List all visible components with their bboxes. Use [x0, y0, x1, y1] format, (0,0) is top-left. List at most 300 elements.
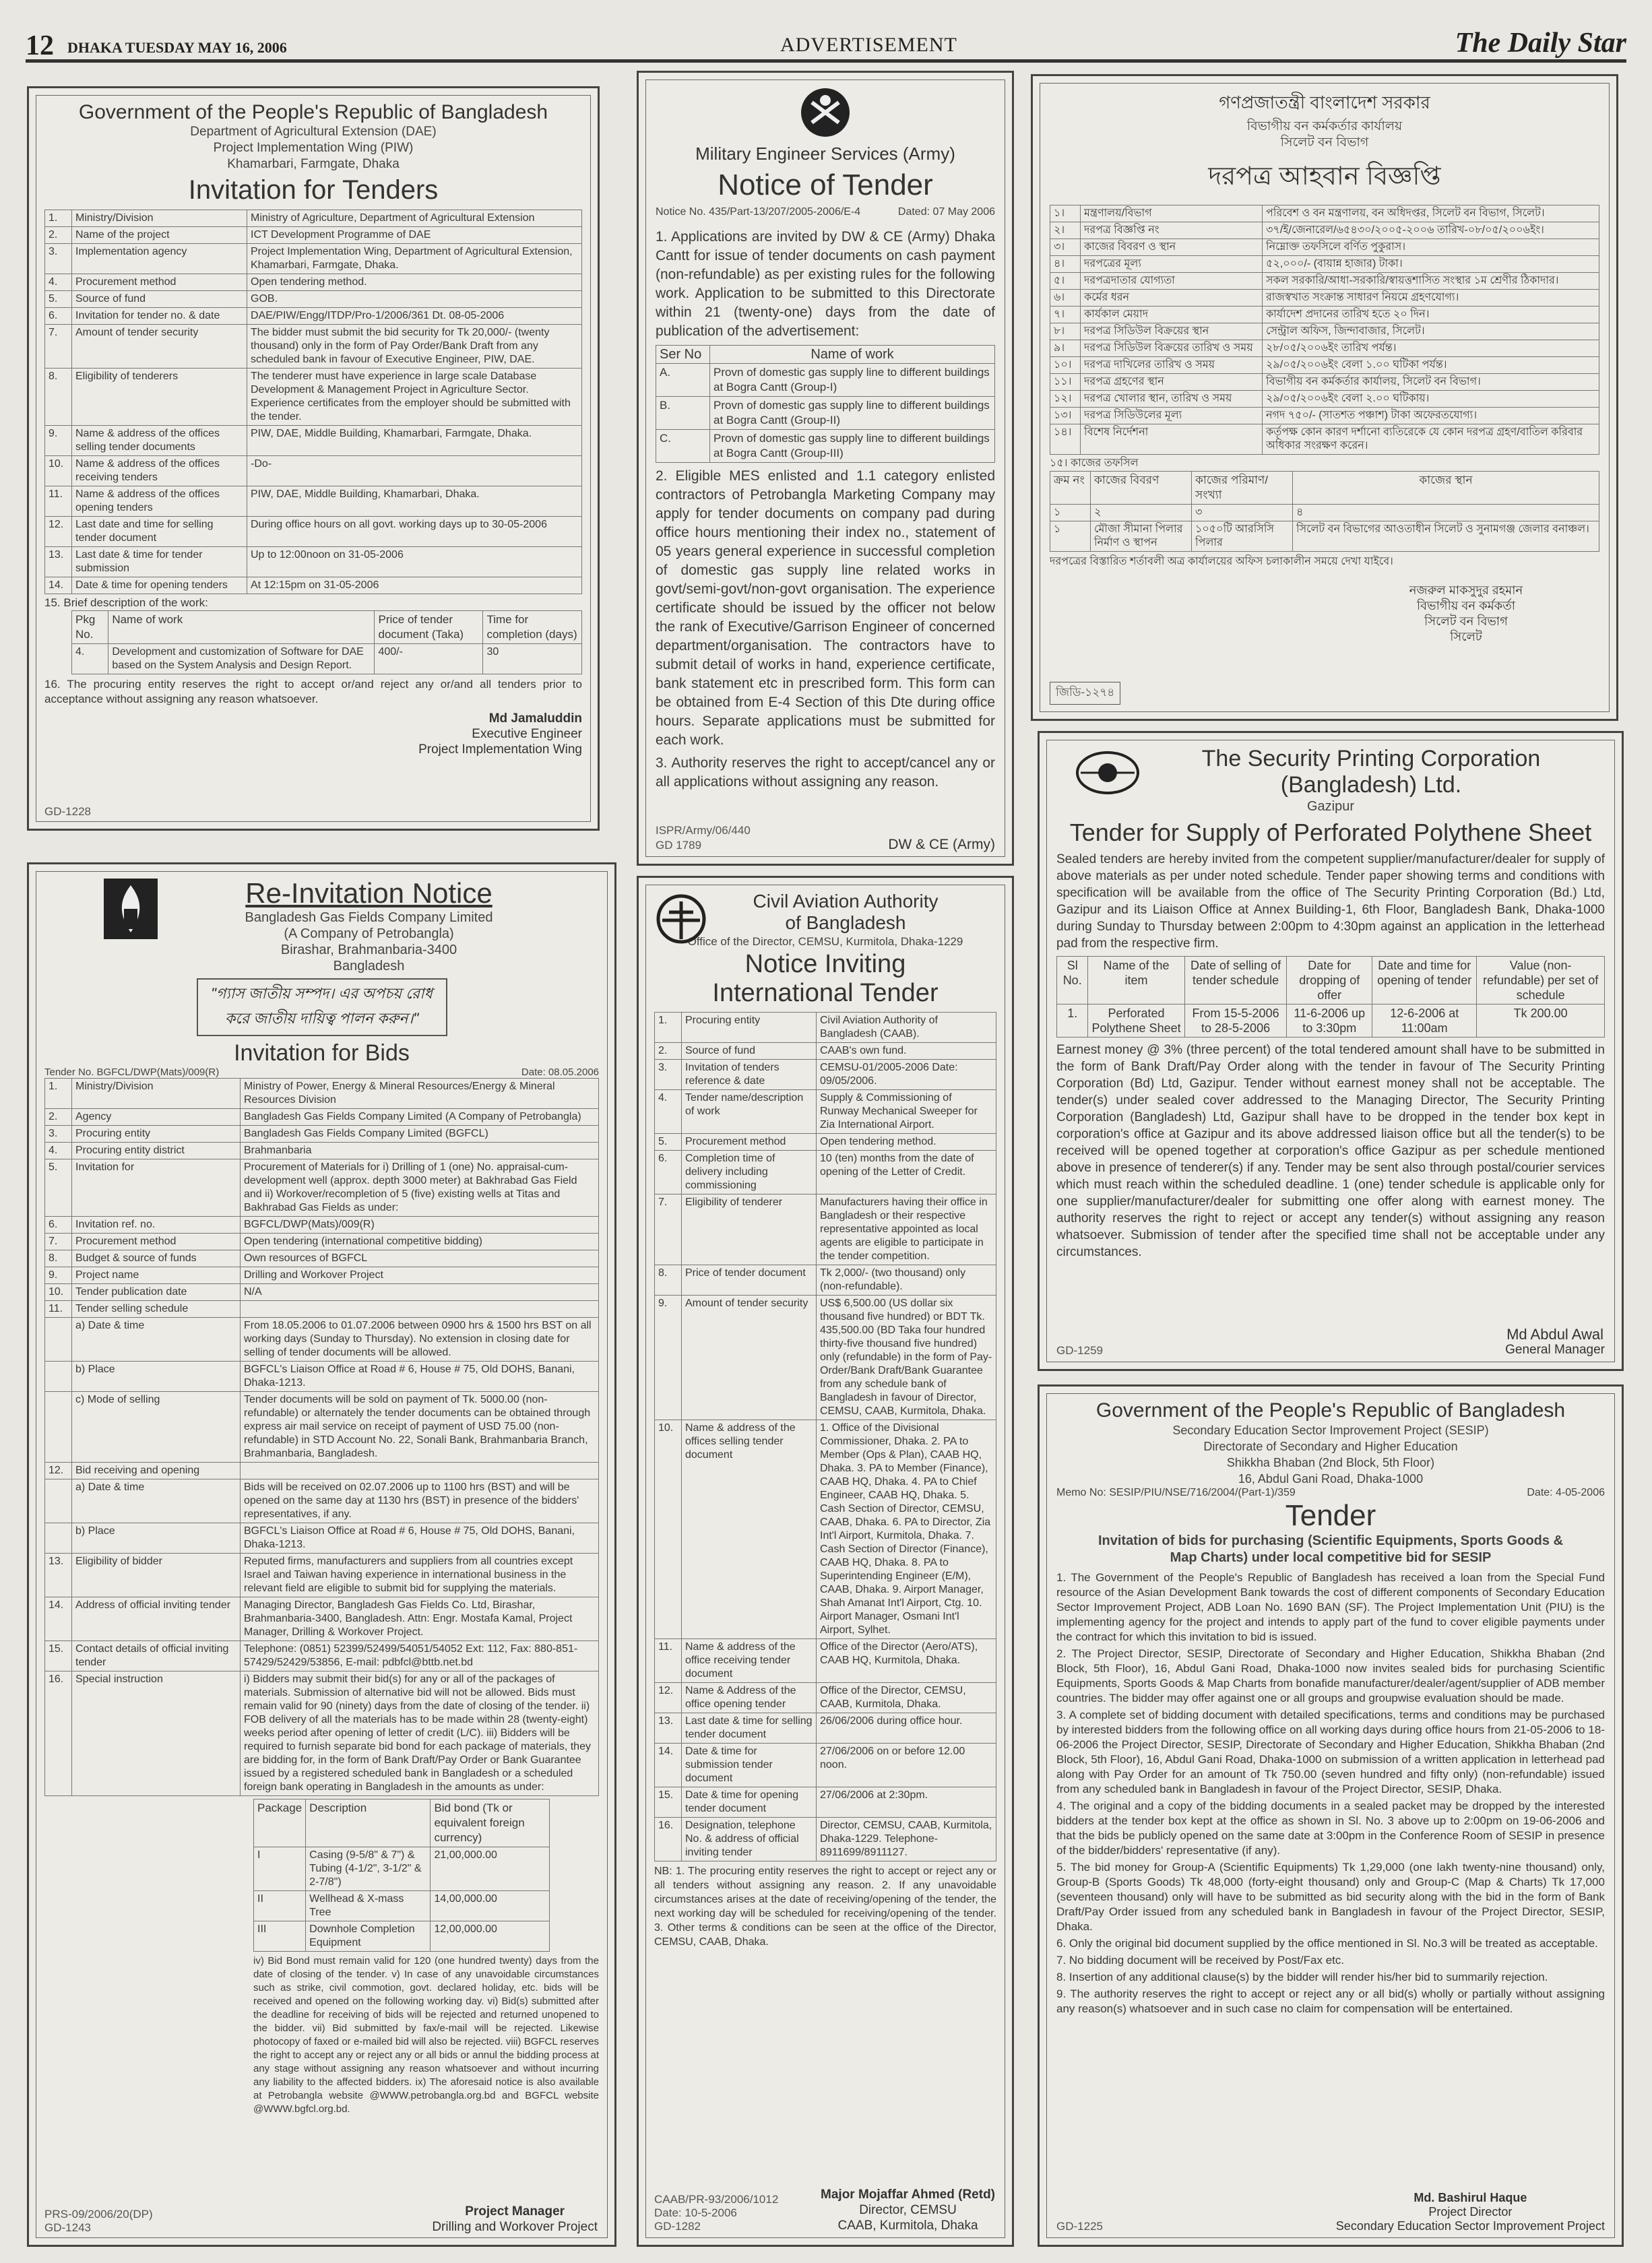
table-cell: Budget & source of funds: [72, 1250, 241, 1267]
table-cell: 11.: [45, 486, 72, 517]
table-cell: ৫।: [1050, 273, 1081, 290]
table-cell: Price of tender document: [682, 1265, 817, 1296]
table-cell: ১৪।: [1050, 424, 1081, 455]
newspaper-logo: The Daily Star: [1455, 28, 1626, 59]
col-price: Price of tender document (Taka): [375, 611, 483, 644]
table-cell: পরিবেশ ও বন মন্ত্রণালয়, বন অধিদপ্তর, সিলেট বন বিভাগ, সিলেট।: [1263, 205, 1599, 222]
table-cell: 10.: [45, 456, 72, 486]
mes-tender-ad: [637, 71, 1014, 866]
ad-header-2: of Bangladesh: [785, 912, 906, 933]
table-cell: PIW, DAE, Middle Building, Khamarbari, Farmgate, Dhaka.: [247, 426, 582, 456]
bid-table: [44, 1078, 599, 1796]
ad-project: Secondary Education Sector Improvement Project (SESIP): [1172, 1424, 1489, 1437]
table-cell: 14.: [655, 1744, 682, 1787]
table-cell: I: [254, 1847, 306, 1891]
table-row: [45, 1554, 599, 1597]
table-cell: ১১।: [1050, 374, 1081, 391]
table-row: [656, 364, 995, 397]
table-cell: Bids will be received on 02.07.2006 up to 1100 hrs (BST) and will be opened on the same day at 1130 hrs (BST) in presence of the bidders' representatives, if any.: [241, 1479, 599, 1523]
footer-note: দরপত্রের বিস্তারিত শর্তাবলী অত্র কার্যালয়ের অফিস চলাকালীন সময়ে দেখা যাইবে।: [1050, 556, 1393, 567]
sig-title: Executive Engineer: [472, 727, 582, 741]
table-cell: 10 (ten) months from the date of opening of the Letter of Credit.: [817, 1151, 996, 1194]
para-2: 2. Eligible MES enlisted and 1.1 category enlisted contractors of Petrobangla Marketing Company may apply for tender documents on company pad during office hours mentioning their index no., statement of 05 years general experience in successful completion of domestic gas supply line related works in govt/semi-govt/non-govt organisation. The experience certificate should be issued by the officer not below the rank of Executive/Garrison Engineer of concerned department/organisation. The contractors have to submit detail of works in hand, experience certificate, bank statement etc in prescribed form. This form can be obtained from E-4 Section of this Dte during office hours. Separate applications must be submitted for each work.: [656, 468, 995, 748]
sig-org: CAAB, Kurmitola, Dhaka: [837, 2219, 978, 2233]
table-row: [655, 1194, 996, 1265]
schedule-table: [1050, 471, 1599, 552]
signature: [432, 2204, 598, 2235]
table-cell: সেন্ট্রাল অফিস, জিন্দাবাজার, সিলেট।: [1263, 323, 1599, 340]
table-cell: ৪।: [1050, 256, 1081, 273]
nb-note: NB: 1. The procuring entity reserves the right to accept or reject any or all tenders without assigning any reason. 2. If any unavoidable circumstances arises at the date of receiving/opening of the tender, the next working day will be scheduled for receiving/opening of the tender. 3. Other terms & conditions can be seen at the office of the Director, CEMSU, CAAB, Dhaka.: [654, 1866, 996, 1948]
table-cell: রাজস্বখাত সংক্রান্ত সাধারণ নিয়মে গ্রহণযোগ্য।: [1263, 290, 1599, 307]
table-cell: Address of official inviting tender: [72, 1597, 241, 1641]
clause: 3. A complete set of bidding document with detailed specifications, terms and conditions may be purchased by interested bidders from the following office on all working days during office hours from 21-05-2006 to 18-06-2006 the Project Director, SESIP, Directorate of Secondary and Higher Education, Shikkha Bhaban (2nd Block, 5th Floor), 16, Abdul Gani Road, Dhaka-1000 on submission of a written application in letterhead pad along with Pay Order for an amount of Tk 750.00 (seven hundred and fifty only) (non-refundable) issued from any scheduled bank in Bangladesh in favour of the Project Director, SESIP, Dhaka.: [1056, 1709, 1605, 1795]
sig-title: Project Manager: [465, 2204, 565, 2219]
schedule-header: Date of selling of tender schedule: [1184, 957, 1287, 1005]
table-cell: Ministry/Division: [72, 210, 247, 227]
table-row: [45, 1392, 599, 1463]
table-cell: [241, 1301, 599, 1318]
table-cell: Project name: [72, 1267, 241, 1284]
col-name: Name of work: [108, 611, 375, 644]
memo-date: Date: 4-05-2006: [1527, 1487, 1605, 1498]
table-cell: At 12:15pm on 31-05-2006: [247, 577, 582, 594]
table-cell: DAE/PIW/Engg/ITDP/Pro-1/2006/361 Dt. 08-05-2006: [247, 308, 582, 325]
table-cell: 27/06/2006 at 2:30pm.: [817, 1787, 996, 1818]
table-cell: US$ 6,500.00 (US dollar six thousand five hundred) or BDT Tk. 435,500.00 (BD Taka four hundred thirty-five thousand five hundred) only (refundable) in the form of Pay-Order/Bank Draft/Bank Guarantee from any schedule bank of Bangladesh in favour of Director, CEMSU, CAAB, Kurmitola, Dhaka.: [817, 1296, 996, 1420]
table-cell: Reputed firms, manufacturers and suppliers from all countries except Israel and Taiwan having experience in international business in the relevant field are eligible to submit bid for supplying the materials.: [241, 1554, 599, 1597]
table-cell: ৭।: [1050, 307, 1081, 323]
sig-title: Project Director: [1428, 2205, 1513, 2219]
table-cell: Director, CEMSU, CAAB, Kurmitola, Dhaka-1229. Telephone-8911699/8911127.: [817, 1818, 996, 1861]
table-cell: Ministry/Division: [72, 1079, 241, 1109]
sig-city: সিলেট: [1450, 630, 1482, 643]
table-cell: Bid receiving and opening: [72, 1463, 241, 1479]
table-cell: দরপত্র গ্রহণের স্থান: [1081, 374, 1263, 391]
table-cell: [45, 1523, 72, 1554]
table-cell: Invitation of tenders reference & date: [682, 1060, 817, 1090]
table-cell: Name & Address of the office opening tender: [682, 1683, 817, 1713]
table-cell: 8.: [45, 1250, 72, 1267]
org-sub: (A Company of Petrobangla): [284, 926, 454, 941]
table-cell: [45, 1479, 72, 1523]
col-package: Package: [254, 1799, 306, 1847]
table-cell: During office hours on all govt. working days up to 30-05-2006: [247, 517, 582, 547]
table-cell: 6.: [655, 1151, 682, 1194]
page-number: 12: [26, 30, 54, 61]
table-cell: দরপত্র খোলার স্থান, তারিখ ও সময়: [1081, 391, 1263, 408]
gd-code: জিডি-১২৭৪: [1050, 682, 1120, 705]
table-cell: GOB.: [247, 291, 582, 308]
dae-tender-ad: [27, 86, 600, 831]
schedule-cell: Tk 200.00: [1477, 1005, 1605, 1038]
table-cell: Provn of domestic gas supply line to different buildings at Bogra Cantt (Group-III): [710, 430, 995, 463]
table-cell: 11.: [45, 1301, 72, 1318]
table-cell: 15.: [655, 1787, 682, 1818]
table-row: [45, 1362, 599, 1392]
sig-name: Major Mojaffar Ahmed (Retd): [821, 2188, 995, 2202]
table-cell: Own resources of BGFCL: [241, 1250, 599, 1267]
table-cell: a) Date & time: [72, 1479, 241, 1523]
table-cell: Procuring entity district: [72, 1143, 241, 1159]
table-cell: Last date & time for selling tender document: [682, 1713, 817, 1744]
table-cell: Supply & Commissioning of Runway Mechanical Sweeper for Zia International Airport.: [817, 1090, 996, 1134]
ad-title: Tender: [1285, 1499, 1376, 1532]
table-row: [656, 397, 995, 430]
table-row: [45, 1079, 599, 1109]
tender-table: [1050, 205, 1599, 455]
memo-line: [1056, 1487, 1605, 1499]
table-cell: 12.: [45, 517, 72, 547]
table-cell: 2.: [45, 227, 72, 244]
clause: 4. The original and a copy of the bidding documents in a sealed packet may be dropped by the interested bidders at the tender box kept at the office as shown in Sl. No. 3 above up to 2:00pm on 19-06-2006 and that the bids be publicly opened on the same date at 3:00pm in the Conference Room of SESIP in presence of the bidder/bidders' representative (if any).: [1056, 1799, 1605, 1857]
ad-title: Invitation for Tenders: [188, 175, 439, 205]
table-row: [45, 1217, 599, 1234]
ad-title: Notice of Tender: [718, 168, 933, 201]
table-cell: দরপত্র সিডিউলের মূল্য: [1081, 408, 1263, 424]
table-cell: 1.: [45, 210, 72, 227]
table-row: [655, 1090, 996, 1134]
table-row: [655, 1713, 996, 1744]
ad-header: Civil Aviation Authority: [753, 891, 939, 912]
sig-name: Md. Bashirul Haque: [1413, 2191, 1527, 2204]
table-cell: Special instruction: [72, 1671, 241, 1796]
table-cell: From 18.05.2006 to 01.07.2006 between 0900 hrs & 1500 hrs BST on all working days (Sunday to Thursday). No extension in closing date for selling of tender documents will be allowed.: [241, 1318, 599, 1362]
ad-sub: Invitation of bids for purchasing (Scientific Equipments, Sports Goods & Map Charts) under local competitive bid for SESIP: [1098, 1533, 1564, 1565]
table-cell: Tk 2,000/- (two thousand) only (non-refundable).: [817, 1265, 996, 1296]
clause: 8. Insertion of any additional clause(s) by the bidder will render his/her bid to summarily rejection.: [1056, 1971, 1548, 1983]
schedule-cell: From 15-5-2006 to 28-5-2006: [1184, 1005, 1287, 1038]
org: Bangladesh Gas Fields Company Limited: [245, 910, 493, 925]
ad-div: সিলেট বন বিভাগ: [1280, 135, 1369, 150]
table-cell: ২৯/০৫/২০০৬ইং বেলা ১.০০ ঘটিকা পর্যন্ত।: [1263, 357, 1599, 374]
table-cell: Office of the Director, CEMSU, CAAB, Kurmitola, Dhaka.: [817, 1683, 996, 1713]
table-cell: 1.: [45, 1079, 72, 1109]
country: Bangladesh: [333, 959, 405, 974]
table-row: [45, 456, 582, 486]
table-cell: N/A: [241, 1284, 599, 1301]
company-logo-icon: [104, 879, 158, 939]
table-cell: Procurement of Materials for i) Drilling of 1 (one) No. appraisal-cum-development well (approx. depth 3000 meter) at Bakhrabad Gas Field and ii) Workover/recompletion of 5 (five) existing wells at Titas and Bakhrabad Gas Fields as under:: [241, 1159, 599, 1217]
address: Birashar, Brahmanbaria-3400: [280, 943, 457, 957]
table-cell: 13.: [45, 547, 72, 577]
table-cell: 9.: [45, 426, 72, 456]
table-cell: Procuring entity: [682, 1013, 817, 1043]
ad-header: Government of the People's Republic of Bangladesh: [1095, 1399, 1566, 1422]
table-cell: Wellhead & X-mass Tree: [306, 1891, 431, 1921]
notice-date: Dated: 07 May 2006: [897, 206, 995, 218]
ad-address: Khamarbari, Farmgate, Dhaka: [227, 157, 400, 171]
sched-label: ১৫। কাজের তফসিল: [1050, 457, 1139, 469]
schedule-cell: 11-6-2006 up to 3:30pm: [1287, 1005, 1372, 1038]
instructions: iv) Bid Bond must remain valid for 120 (one hundred twenty) days from the date of closing of the tender. v) In case of any unavoidable circumstances such as strike, civil commotion, govt. declared holiday, etc. bids will be received and opened on the following working day. vi) Bid(s) submitted after the deadline for receiving of bids will be rejected and returned unopened to the bidder. vii) Bid submitted by fax/e-mail will be rejected. Likewise photocopy of faxed or e-mailed bid will also be rejected. viii) BGFCL reserves the right to accept any or reject any or all bids or annul the bidding process at any stage without assigning any reason whatsoever and without incurring any liability to the affected bidders. ix) The aforesaid notice is also available at Petrobangla website @WWW.petrobangla.org.bd and BGFCL website @WWW.bgfcl.org.bd.: [253, 1955, 599, 2115]
table-cell: Telephone: (0851) 52399/52499/54051/54052 Ext: 112, Fax: 880-851-57429/52429/53856, E-mail: pdbfcl@bttb.net.bd: [241, 1641, 599, 1671]
table-cell: Last date and time for selling tender document: [72, 517, 247, 547]
table-row: [655, 1151, 996, 1194]
caab-tender-ad: [637, 876, 1014, 2247]
ad-title: দরপত্র আহবান বিজ্ঞপ্তি: [1208, 162, 1441, 191]
table-cell: Provn of domestic gas supply line to different buildings at Bogra Cantt (Group-I): [710, 364, 995, 397]
table-row: [1050, 391, 1599, 408]
ad-header: গণপ্রজাতন্ত্রী বাংলাদেশ সরকার: [1219, 92, 1430, 113]
table-cell: Name & address of the offices selling tender document: [682, 1420, 817, 1639]
col-ser: Ser No: [656, 346, 710, 364]
table-cell: [45, 1392, 72, 1463]
table-cell: Name & address of the offices opening tenders: [72, 486, 247, 517]
table-row: [656, 430, 995, 463]
table-cell: ৮।: [1050, 323, 1081, 340]
table-cell: 8.: [45, 369, 72, 426]
bond-table: [253, 1799, 550, 1952]
table-cell: Office of the Director (Aero/ATS), CAAB HQ, Kurmitola, Dhaka.: [817, 1639, 996, 1683]
table-cell: Date & time for opening tenders: [72, 577, 247, 594]
ad-office: Office of the Director, CEMSU, Kurmitola, Dhaka-1229: [687, 935, 963, 948]
table-cell: Name & address of the offices selling tender documents: [72, 426, 247, 456]
table-cell: Amount of tender security: [72, 325, 247, 369]
table-cell: 26/06/2006 during office hour.: [817, 1713, 996, 1744]
table-cell: 6.: [45, 308, 72, 325]
table-row: [1050, 239, 1599, 256]
table-cell: 14.: [45, 577, 72, 594]
clause: 5. The bid money for Group-A (Scientific Equipments) Tk 1,29,000 (one lakh twenty-nine thousand) only, Group-B (Sports Goods) Tk 48,000 (forty-eight thousand) only and Group-C (Map & Charts) Tk 17,000 (seventeen thousand) only will have to be submitted as bid security along with the bid in the form of Bank Draft/Pay Order issued from any scheduled bank in Bangladesh in favour of the Project Director, SESIP, Dhaka.: [1056, 1861, 1605, 1933]
table-cell: 21,00,000.00: [431, 1847, 550, 1891]
table-cell: Completion time of delivery including commissioning: [682, 1151, 817, 1194]
table-row: [1050, 374, 1599, 391]
table-row: [45, 1318, 599, 1362]
table-row: [254, 1891, 550, 1921]
ad-dept: Department of Agricultural Extension (DAE): [190, 125, 437, 139]
table-cell: 13.: [45, 1554, 72, 1597]
table-cell: বিভাগীয় বন কর্মকর্তার কার্যালয়, সিলেট বন বিভাগ।: [1263, 374, 1599, 391]
table-row: [45, 308, 582, 325]
ad-title-2: (Bangladesh) Ltd.: [1280, 772, 1462, 798]
clause: 6. Only the original bid document supplied by the office mentioned in Sl. No.3 will be treated as acceptable.: [1056, 1937, 1598, 1950]
table-row: [655, 1818, 996, 1861]
spc-tender-ad: [1038, 731, 1624, 1371]
table-cell: 7.: [45, 325, 72, 369]
work-cell: 4.: [72, 644, 108, 674]
table-cell: 5.: [655, 1134, 682, 1151]
ref-date: Date: 10-5-2006: [654, 2206, 737, 2219]
schedule-header: Name of the item: [1088, 957, 1184, 1005]
sesip-tender-ad: [1038, 1384, 1624, 2247]
ad-title: The Security Printing Corporation: [1201, 746, 1541, 771]
ad-heading: Tender for Supply of Perforated Polythene Sheet: [1069, 819, 1592, 846]
table-cell: Procurement method: [682, 1134, 817, 1151]
prs-code: PRS-09/2006/20(DP): [44, 2208, 153, 2221]
table-cell: নগদ ৭৫০/- (সাতশত পঞ্চাশ) টাকা অফেরতযোগ্য।: [1263, 408, 1599, 424]
col-num: ৪: [1293, 505, 1599, 521]
table-cell: II: [254, 1891, 306, 1921]
table-cell: 12.: [45, 1463, 72, 1479]
table-cell: 4.: [45, 1143, 72, 1159]
table-cell: Open tendering (international competitive bidding): [241, 1234, 599, 1250]
table-cell: Manufacturers having their office in Bangladesh or their respective representative appointed as local agents are eligible to participate in the tender competition.: [817, 1194, 996, 1265]
table-row: [45, 1641, 599, 1671]
gd-code: GD-1243: [44, 2221, 91, 2234]
table-cell: 14.: [45, 1597, 72, 1641]
gd-code: GD-1228: [44, 805, 91, 818]
ad-city: Gazipur: [1306, 799, 1355, 814]
table-cell: Name & address of the offices receiving tenders: [72, 456, 247, 486]
table-row: [655, 1134, 996, 1151]
bids-heading: Invitation for Bids: [234, 1040, 410, 1066]
sched-cell: ১০৫০টি আরসিসি পিলার: [1192, 521, 1293, 552]
table-cell: কর্তৃপক্ষ কোন কারণ দর্শানো ব্যতিরেকে যে কোন দরপত্র গ্রহণ/বাতিল করিবার অধিকার সংরক্ষণ করেন।: [1263, 424, 1599, 455]
schedule-cell: 1.: [1057, 1005, 1088, 1038]
table-row: [45, 291, 582, 308]
col-num: ২: [1091, 505, 1192, 521]
table-cell: Designation, telephone No. & address of official inviting tender: [682, 1818, 817, 1861]
sig-title: General Manager: [1505, 1343, 1605, 1357]
work-cell: 30: [483, 644, 582, 674]
table-row: [655, 1265, 996, 1296]
ad-office: বিভাগীয় বন কর্মকর্তার কার্যালয়: [1246, 119, 1403, 133]
work-cell: 400/-: [375, 644, 483, 674]
ref-no: CAAB/PR-93/2006/1012: [654, 2193, 779, 2206]
para-1: 1. Applications are invited by DW & CE (Army) Dhaka Cantt for issue of tender documents on cash payment (non-refundable) as per existing rules for the following work. Application to be submitted to this Directorate within 21 (twenty-one) days from the date of publication of the advertisement:: [656, 229, 995, 339]
schedule-header: Date for dropping of offer: [1287, 957, 1372, 1005]
ad-dir: Directorate of Secondary and Higher Education: [1203, 1440, 1458, 1453]
ad-title-2: International Tender: [712, 979, 939, 1007]
table-cell: Managing Director, Bangladesh Gas Fields Co. Ltd, Birashar, Brahmanbaria-3400, Bangladesh. Attn: Engr. Mostafa Kamal, Project Manager, Drilling & Workover Project.: [241, 1597, 599, 1641]
tender-table: [44, 210, 582, 594]
table-cell: 13.: [655, 1713, 682, 1744]
table-cell: Name & address of the office receiving tender document: [682, 1639, 817, 1683]
table-row: [1050, 290, 1599, 307]
schedule-table: [1056, 956, 1605, 1038]
table-row: [45, 210, 582, 227]
table-row: [1050, 307, 1599, 323]
table-cell: PIW, DAE, Middle Building, Khamarbari, Dhaka.: [247, 486, 582, 517]
table-row: [1050, 273, 1599, 290]
table-row: [1050, 424, 1599, 455]
clause: 7. No bidding document will be received by Post/Fax etc.: [1056, 1954, 1345, 1967]
table-cell: ৩৭/ই/জেনারেল/৬৫৪৩০/২০০৫-২০০৬ তারিখ-০৮/০৫/২০০৬ইং।: [1263, 222, 1599, 239]
clause: 9. The authority reserves the right to accept or reject any or all bid(s) wholly or partially without assigning any reason(s) whatsoever and in such case no claim for compensation will be entertained.: [1056, 1987, 1605, 2015]
table-cell: 7.: [655, 1194, 682, 1265]
ad-title: Notice Inviting: [744, 950, 906, 978]
table-cell: 16.: [655, 1818, 682, 1861]
ad-wing: Project Implementation Wing (PIW): [213, 141, 414, 155]
ad-addr: 16, Abdul Gani Road, Dhaka-1000: [1238, 1472, 1424, 1486]
table-cell: Last date & time for tender submission: [72, 547, 247, 577]
table-cell: 9.: [655, 1296, 682, 1420]
notice-no: Notice No. 435/Part-13/207/2005-2006/E-4: [656, 206, 861, 218]
para-3: 3. Authority reserves the right to accept/cancel any or all applications without assigning any reason.: [656, 755, 995, 790]
table-row: [45, 274, 582, 291]
gd-code: GD-1225: [1056, 2220, 1103, 2233]
tender-clauses: [1056, 1570, 1605, 2016]
ad-note: 16. The procuring entity reserves the right to accept or/and reject any or/and all tenders prior to acceptance without assigning any reason whatsoever.: [44, 678, 582, 705]
table-cell: III: [254, 1921, 306, 1952]
col-num: ৩: [1192, 505, 1293, 521]
table-cell: The bidder must submit the bid security for Tk 20,000/- (twenty thousand) only in the form of Pay Order/Bank Draft from any scheduled bank in favour of Executive Engineer, PIW, DAE.: [247, 325, 582, 369]
table-row: [45, 1523, 599, 1554]
clause: 1. The Government of the People's Republic of Bangladesh has received a loan from the Special Fund resource of the Asian Development Bank towards the cost of different components of Secondary Education Sector Improvement Project, ADB Loan No. 1690 BAN (SF). The Project Implementation Unit (PIU) is the implementing agency for the project and intends to apply part of the fund to cover eligible payments under the contract for which this invitation to bid is issued.: [1056, 1571, 1605, 1643]
table-cell: A.: [656, 364, 710, 397]
tender-no: Tender No. BGFCL/DWP(Mats)/009(R): [44, 1066, 220, 1078]
table-cell: Source of fund: [682, 1043, 817, 1060]
table-cell: Provn of domestic gas supply line to different buildings at Bogra Cantt (Group-II): [710, 397, 995, 430]
ispr-code: ISPR/Army/06/440: [656, 824, 751, 837]
ad-bldg: Shikkha Bhaban (2nd Block, 5th Floor): [1226, 1456, 1435, 1469]
tender-date: Date: 08.05.2006: [521, 1066, 599, 1078]
table-cell: দরপত্র সিডিউল বিক্রয়ের স্থান: [1081, 323, 1263, 340]
schedule-cell: Perforated Polythene Sheet: [1088, 1005, 1184, 1038]
memo-no: Memo No: SESIP/PIU/NSE/716/2004/(Part-1)/359: [1056, 1487, 1296, 1498]
gd-code: GD-1259: [1056, 1344, 1103, 1357]
masthead-date: DHAKA TUESDAY MAY 16, 2006: [67, 39, 287, 56]
table-cell: BGFCL's Liaison Office at Road # 6, House # 75, Old DOHS, Banani, Dhaka-1213.: [241, 1523, 599, 1554]
table-cell: [45, 1318, 72, 1362]
table-cell: CEMSU-01/2005-2006 Date: 09/05/2006.: [817, 1060, 996, 1090]
table-cell: Tender selling schedule: [72, 1301, 241, 1318]
col-bond: Bid bond (Tk or equivalent foreign currency): [431, 1799, 550, 1847]
table-row: [45, 1597, 599, 1641]
table-cell: 14,00,000.00: [431, 1891, 550, 1921]
table-cell: Invitation for tender no. & date: [72, 308, 247, 325]
table-row: [655, 1744, 996, 1787]
ad-header: Government of the People's Republic of Bangladesh: [78, 101, 548, 123]
table-cell: ২।: [1050, 222, 1081, 239]
table-row: [655, 1787, 996, 1818]
table-cell: 4.: [655, 1090, 682, 1134]
table-cell: C.: [656, 430, 710, 463]
sig-title: Director, CEMSU: [859, 2203, 957, 2217]
table-cell: Project Implementation Wing, Department of Agricultural Extension, Khamarbari, Farmgate, Dhaka.: [247, 244, 582, 274]
table-cell: Implementation agency: [72, 244, 247, 274]
table-cell: Procurement method: [72, 274, 247, 291]
table-cell: ২৮/০৫/২০০৬ইং তারিখ পর্যন্ত।: [1263, 340, 1599, 357]
table-cell: Eligibility of bidder: [72, 1554, 241, 1597]
sig-org: Project Implementation Wing: [418, 742, 582, 757]
table-cell: 27/06/2006 on or before 12.00 noon.: [817, 1744, 996, 1787]
table-row: [655, 1639, 996, 1683]
table-row: [1050, 222, 1599, 239]
table-row: [45, 547, 582, 577]
table-cell: BGFCL/DWP(Mats)/009(R): [241, 1217, 599, 1234]
table-row: [655, 1683, 996, 1713]
signature: [44, 711, 582, 757]
section-title: ADVERTISEMENT: [780, 34, 957, 56]
table-cell: ৬।: [1050, 290, 1081, 307]
tender-line: [44, 1066, 599, 1078]
table-cell: ৯।: [1050, 340, 1081, 357]
brief-label: 15. Brief description of the work:: [44, 596, 208, 609]
table-cell: 12,00,000.00: [431, 1921, 550, 1952]
table-row: [1050, 340, 1599, 357]
table-cell: বিশেষ নির্দেশনা: [1081, 424, 1263, 455]
table-cell: Eligibility of tenderers: [72, 369, 247, 426]
table-cell: CAAB's own fund.: [817, 1043, 996, 1060]
table-cell: সকল সরকারি/আধা-সরকারি/স্বায়ত্তশাসিত সংস্থার ১ম শ্রেণীর ঠিকাদার।: [1263, 273, 1599, 290]
table-row: [45, 244, 582, 274]
table-row: [45, 369, 582, 426]
table-cell: 6.: [45, 1217, 72, 1234]
table-cell: Tender publication date: [72, 1284, 241, 1301]
bgfcl-bids-ad: [27, 862, 616, 2247]
table-cell: 3.: [45, 244, 72, 274]
table-cell: ১।: [1050, 205, 1081, 222]
table-row: [1050, 323, 1599, 340]
table-cell: 11.: [655, 1639, 682, 1683]
table-row: [45, 1126, 599, 1143]
table-cell: Procurement method: [72, 1234, 241, 1250]
table-row: [45, 227, 582, 244]
signature: DW & CE (Army): [888, 837, 995, 852]
table-row: [45, 426, 582, 456]
